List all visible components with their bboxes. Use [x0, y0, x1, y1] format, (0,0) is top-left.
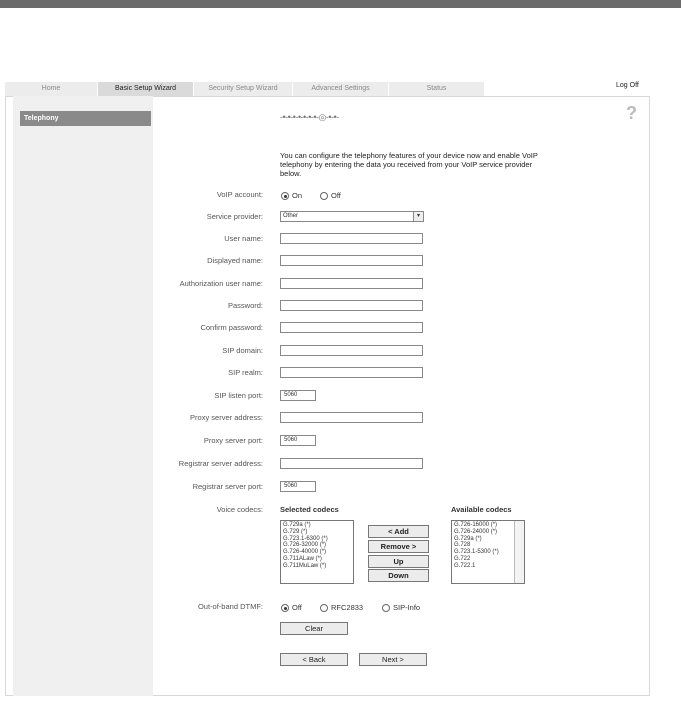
list-item[interactable]: G.728	[454, 542, 471, 549]
list-item[interactable]: G.726-24000 (*)	[454, 528, 498, 535]
dtmf-rfc2833-radio[interactable]: RFC2833	[320, 603, 363, 612]
displayed-name-input[interactable]	[280, 255, 423, 266]
list-item[interactable]: G.722	[454, 555, 471, 562]
next-button[interactable]: Next >	[359, 653, 427, 666]
voip-account-label: VoIP account:	[216, 190, 263, 199]
dtmf-sip-info-radio[interactable]: SIP-Info	[382, 603, 420, 612]
proxy-server-port-label: Proxy server port:	[203, 436, 263, 445]
radio-off-icon	[320, 192, 328, 200]
service-provider-select[interactable]: Other ▾	[280, 211, 424, 222]
tab-status[interactable]: Status	[389, 82, 485, 96]
dtmf-off-radio[interactable]: Off	[281, 603, 302, 612]
registrar-server-address-label: Registrar server address:	[178, 459, 263, 468]
sidebar-item-telephony[interactable]: Telephony	[20, 111, 151, 126]
auth-user-name-input[interactable]	[280, 278, 423, 289]
scrollbar[interactable]	[514, 521, 524, 583]
radio-off-icon	[382, 604, 390, 612]
voip-on-radio[interactable]: On	[281, 191, 302, 200]
list-item[interactable]: G.722.1	[454, 562, 476, 569]
radio-on-icon	[281, 604, 289, 612]
radio-off-icon	[320, 604, 328, 612]
main-nav	[5, 82, 485, 96]
list-item[interactable]: G.729a (*)	[454, 535, 482, 542]
sip-domain-label: SIP domain:	[222, 346, 263, 355]
logoff-link[interactable]: Log Off	[616, 82, 639, 89]
add-codec-button[interactable]: < Add	[368, 525, 429, 538]
list-item[interactable]: G.729a (*)	[283, 522, 311, 528]
intro-text: You can configure the telephony features of your device now and enable VoIP telephony by entering the data you received from your VoIP service provider below.	[280, 151, 538, 178]
available-codecs-header: Available codecs	[451, 505, 512, 514]
selected-codecs-list[interactable]	[280, 520, 354, 584]
sip-listen-port-label: SIP listen port:	[214, 391, 263, 400]
chevron-down-icon: ▾	[413, 212, 423, 221]
list-item[interactable]: G.729 (*)	[283, 528, 308, 535]
service-provider-label: Service provider:	[206, 212, 263, 221]
list-item[interactable]: G.723.1-6300 (*)	[283, 535, 328, 542]
list-item[interactable]: G.711ALaw (*)	[283, 555, 322, 562]
proxy-server-address-input[interactable]	[280, 412, 423, 423]
sidebar	[13, 96, 153, 696]
top-bar	[0, 0, 681, 8]
voice-codecs-label: Voice codecs:	[216, 505, 263, 514]
tab-basic-setup-wizard[interactable]: Basic Setup Wizard	[98, 82, 194, 96]
displayed-name-label: Displayed name:	[207, 256, 263, 265]
list-item[interactable]: G.711MuLaw (*)	[283, 562, 327, 569]
list-item[interactable]: G.726-40000 (*)	[283, 549, 327, 556]
available-codecs-list[interactable]	[451, 520, 525, 584]
sip-listen-port-input[interactable]: 5060	[280, 390, 316, 401]
back-button[interactable]: < Back	[280, 653, 348, 666]
selected-codecs-header: Selected codecs	[280, 505, 339, 514]
registrar-server-port-label: Registrar server port:	[192, 482, 263, 491]
tab-home[interactable]: Home	[5, 82, 98, 96]
password-input[interactable]	[280, 300, 423, 311]
user-name-input[interactable]	[280, 233, 423, 244]
help-icon[interactable]: ?	[626, 103, 637, 123]
radio-on-icon	[281, 192, 289, 200]
tab-advanced-settings[interactable]: Advanced Settings	[293, 82, 389, 96]
sip-realm-label: SIP realm:	[228, 368, 263, 377]
move-down-button[interactable]: Down	[368, 569, 429, 582]
registrar-server-address-input[interactable]	[280, 458, 423, 469]
list-item[interactable]: G.726-16000 (*)	[454, 522, 498, 528]
confirm-password-label: Confirm password:	[200, 323, 263, 332]
tab-security-setup-wizard[interactable]: Security Setup Wizard	[194, 82, 293, 96]
proxy-server-port-input[interactable]: 5060	[280, 435, 316, 446]
clear-button[interactable]: Clear	[280, 622, 348, 635]
list-item[interactable]: G.726-32000 (*)	[283, 542, 327, 549]
registrar-server-port-input[interactable]: 5060	[280, 481, 316, 492]
user-name-label: User name:	[224, 234, 263, 243]
sip-realm-input[interactable]	[280, 367, 423, 378]
confirm-password-input[interactable]	[280, 322, 423, 333]
dtmf-label: Out-of-band DTMF:	[197, 602, 263, 611]
auth-user-name-label: Authorization user name:	[179, 279, 263, 288]
wizard-progress: -•-•-•-•-•-•-•-◎-•-•-	[280, 112, 339, 122]
list-item[interactable]: G.723.1-5300 (*)	[454, 549, 499, 556]
voip-off-radio[interactable]: Off	[320, 191, 341, 200]
password-label: Password:	[227, 301, 263, 310]
move-up-button[interactable]: Up	[368, 555, 429, 568]
remove-codec-button[interactable]: Remove >	[368, 540, 429, 553]
proxy-server-address-label: Proxy server address:	[190, 413, 263, 422]
sip-domain-input[interactable]	[280, 345, 423, 356]
